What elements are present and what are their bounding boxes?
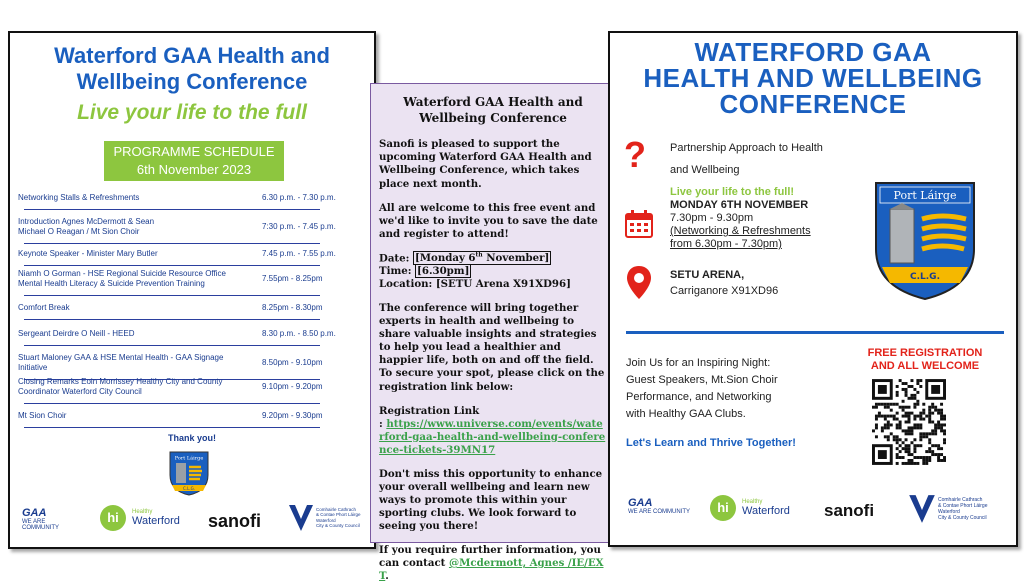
- venue-text: SETU ARENA, Carriganore X91XD96: [670, 269, 779, 297]
- join-us-text: Join Us for an Inspiring Night: Guest Speakers, Mt.Sion Choir Performance, and Networking with Healthy GAA Clubs.: [626, 357, 778, 420]
- poster-divider: [626, 331, 1004, 334]
- schedule-header: PROGRAMME SCHEDULE 6th November 2023: [104, 141, 284, 181]
- event-date: Date: [Monday 6th November]: [379, 251, 550, 265]
- sanofi-logo: sanofi: [208, 511, 262, 531]
- lets-learn-text: Let's Learn and Thrive Together!: [626, 437, 796, 449]
- schedule-time: 7.55pm - 8.25pm: [262, 274, 323, 283]
- gaa-community-logo: GAA WE ARE COMMUNITY: [22, 507, 59, 531]
- email-title: Waterford GAA Health and Wellbeing Conference: [403, 95, 583, 126]
- council-logo-text: Comhairle Cathrach & Contae Phort Láirge Waterford City & County Council: [938, 497, 988, 521]
- schedule-activity: [18, 193, 248, 203]
- svg-text:C.L.G.: C.L.G.: [183, 486, 195, 491]
- schedule-activity: [18, 411, 248, 421]
- location-pin-icon: [626, 265, 652, 301]
- email-intro: Sanofi is pleased to support the upcoming Waterford GAA Health and Wellbeing Conference, which takes place next month.: [379, 138, 592, 190]
- schedule-activity-line: Comfort Break: [18, 303, 70, 312]
- left-poster-tagline: Live your life to the full: [77, 101, 307, 124]
- conference-poster: [608, 31, 1018, 547]
- sanofi-logo: sanofi: [824, 501, 875, 520]
- schedule-activity-line: Niamh O Gorman - HSE Regional Suicide Resource Office: [18, 269, 226, 278]
- schedule-separator: [24, 209, 320, 210]
- schedule-activity: [18, 303, 248, 313]
- schedule-activity-line: Mental Health Literacy & Suicide Prevention Training: [18, 279, 205, 288]
- schedule-separator: [24, 265, 320, 266]
- email-closing: Don't miss this opportunity to enhance your overall wellbeing and learn new ways to promote this within your sporting clubs. We look forward to seeing you there!: [379, 467, 603, 532]
- registration-qr-code-icon[interactable]: [872, 379, 946, 465]
- contact-link[interactable]: @Mcdermott, Agnes /IE/EXT: [379, 557, 604, 583]
- schedule-activity-line: Initiative: [18, 363, 48, 372]
- calendar-icon: [624, 209, 654, 239]
- left-poster-title: Waterford GAA Health and Wellbeing Conference: [54, 43, 330, 95]
- schedule-activity-line: Stuart Maloney GAA & HSE Mental Health - GAA Signage: [18, 353, 224, 362]
- schedule-separator: [24, 319, 320, 320]
- programme-poster: [8, 31, 376, 549]
- sponsor-logos: [20, 503, 370, 543]
- email-body: The conference will bring together experts in health and wellbeing to share valuable insights and strategies to help you lead a healthier and happier life, both on and off the field. To secure your spot, please click on the registration link below:: [379, 302, 605, 393]
- healthy-waterford-logo: Healthy Waterford: [132, 509, 180, 527]
- schedule-activity: [18, 353, 248, 373]
- council-logo-icon: [908, 493, 936, 525]
- schedule-time: 9.20pm - 9.30pm: [262, 411, 323, 420]
- schedule-activity-line: Closing Remarks Eoin Morrissey Healthy City and County: [18, 377, 223, 386]
- registration-link[interactable]: https://www.universe.com/events/waterford-gaa-health-and-wellbeing-conference-tickets-39MN17: [379, 417, 606, 456]
- schedule-activity: [18, 329, 248, 339]
- svg-text:Port Láirge: Port Láirge: [893, 189, 957, 202]
- schedule-time: 7.45 p.m. - 7.55 p.m.: [262, 249, 336, 258]
- hi-logo-icon: hi: [100, 505, 126, 531]
- schedule-time: 8.50pm - 9.10pm: [262, 358, 323, 367]
- schedule-activity-line: Introduction Agnes McDermott & Sean: [18, 217, 155, 226]
- email-invite: All are welcome to this free event and we'd like to invite you to save the date and register to attend!: [379, 201, 598, 240]
- event-location: Location: [SETU Arena X91XD96]: [379, 278, 571, 291]
- schedule-activity: [18, 217, 248, 237]
- thank-you-text: Thank you!: [167, 433, 216, 443]
- schedule-separator: [24, 243, 320, 244]
- svg-text:C.L.G.: C.L.G.: [910, 272, 940, 282]
- svg-text:Port Láirge: Port Láirge: [174, 455, 204, 462]
- gaa-community-logo: GAA WE ARE COMMUNITY: [628, 497, 691, 515]
- registration-section: Registration Link : https://www.universe.com/events/waterford-gaa-health-and-wellbeing-conference-tickets-39MN17: [379, 404, 606, 456]
- schedule-time: 9.10pm - 9.20pm: [262, 382, 323, 391]
- schedule-activity-line: Networking Stalls & Refreshments: [18, 193, 140, 202]
- email-announcement: [370, 83, 616, 583]
- schedule-activity-line: Michael O Reagan / Mt Sion Choir: [18, 227, 140, 236]
- waterford-crest-large-icon: [872, 179, 978, 303]
- schedule-activity-line: Keynote Speaker - Minister Mary Butler: [18, 249, 158, 258]
- schedule-activity-line: Sergeant Deirdre O Neill - HEED: [18, 329, 135, 338]
- schedule-activity-line: Coordinator Waterford City Council: [18, 387, 142, 396]
- schedule-time: 8.30 p.m. - 8.50 p.m.: [262, 329, 336, 338]
- council-logo-text: Comhairle Cathrach & Contae Phort Láirge Waterford City & County Council: [316, 507, 361, 529]
- question-mark-icon: ?: [624, 134, 646, 175]
- event-time: Time: [6.30pm]: [379, 265, 470, 278]
- schedule-time: 8.25pm - 8.30pm: [262, 303, 323, 312]
- schedule-separator: [24, 295, 320, 296]
- schedule-separator: [24, 427, 320, 428]
- schedule-time: 7:30 p.m. - 7.45 p.m.: [262, 222, 336, 231]
- healthy-waterford-logo: Healthy Waterford: [742, 499, 790, 517]
- free-registration-text: FREE REGISTRATION AND ALL WELCOME: [867, 347, 983, 372]
- schedule-separator: [24, 403, 320, 404]
- partnership-text: Partnership Approach to Health and Wellbeing Live your life to the full!: [670, 142, 823, 198]
- schedule-activity: [18, 249, 248, 259]
- council-logo-icon: [288, 503, 314, 533]
- schedule-activity: [18, 377, 248, 397]
- schedule-activity: [18, 269, 248, 289]
- email-contact: If you require further information, you can contact @Mcdermott, Agnes /IE/EXT.: [379, 543, 604, 583]
- hi-logo-icon: hi: [710, 495, 736, 521]
- right-sponsor-logos: [626, 491, 1010, 531]
- right-poster-title: WATERFORD GAA HEALTH AND WELLBEING CONFERENCE: [643, 37, 983, 119]
- waterford-crest-icon: [167, 449, 211, 497]
- schedule-time: 6.30 p.m. - 7.30 p.m.: [262, 193, 336, 202]
- schedule-separator: [24, 345, 320, 346]
- event-details: [379, 252, 607, 292]
- date-time-text: MONDAY 6TH NOVEMBER 7.30pm - 9.30pm (Networking & Refreshments from 6.30pm - 7.30pm): [670, 199, 811, 250]
- schedule-activity-line: Mt Sion Choir: [18, 411, 67, 420]
